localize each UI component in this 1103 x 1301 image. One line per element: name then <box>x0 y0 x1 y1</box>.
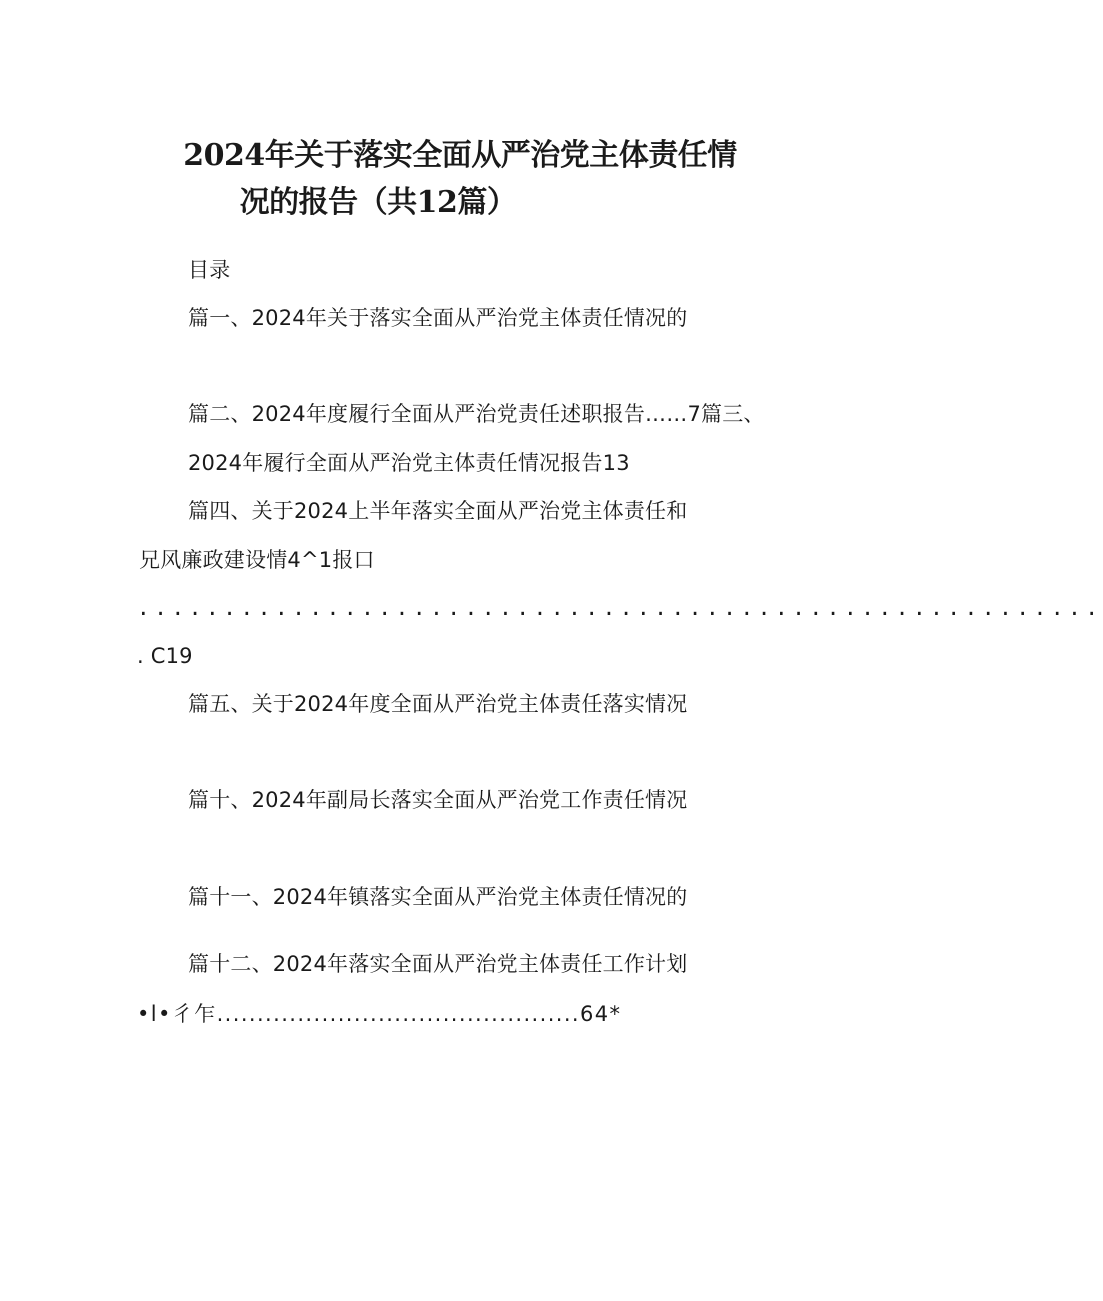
toc-entry-7: 篇十、2024年副局长落实全面从严治党工作责任情况 <box>188 788 688 812</box>
toc-page-ref: . C19 <box>137 644 193 668</box>
toc-heading: 目录 <box>188 258 231 282</box>
toc-entry-3: 2024年履行全面从严治党主体责任情况报告13 <box>188 451 630 475</box>
document-title-line-1: 2024年关于落实全面从严治党主体责任情 <box>183 138 737 173</box>
toc-entry-1: 篇一、2024年关于落实全面从严治党主体责任情况的 <box>188 306 688 330</box>
toc-entry-4: 篇四、关于2024上半年落实全面从严治党主体责任和 <box>188 499 688 523</box>
document-title-line-2: 况的报告（共12篇） <box>239 185 517 220</box>
toc-entry-8: 篇十一、2024年镇落实全面从严治党主体责任情况的 <box>188 885 688 909</box>
toc-entry-10: •l•彳乍.............................................64* <box>137 1002 622 1026</box>
toc-entry-5: 兄风廉政建设情4^1报口 <box>139 548 375 572</box>
toc-entry-2: 篇二、2024年度履行全面从严治党责任述职报告……7篇三、 <box>188 402 765 426</box>
toc-leader-dots: ........................................................ <box>137 596 1103 620</box>
toc-entry-6: 篇五、关于2024年度全面从严治党主体责任落实情况 <box>188 692 688 716</box>
toc-entry-9: 篇十二、2024年落实全面从严治党主体责任工作计划 <box>188 952 688 976</box>
